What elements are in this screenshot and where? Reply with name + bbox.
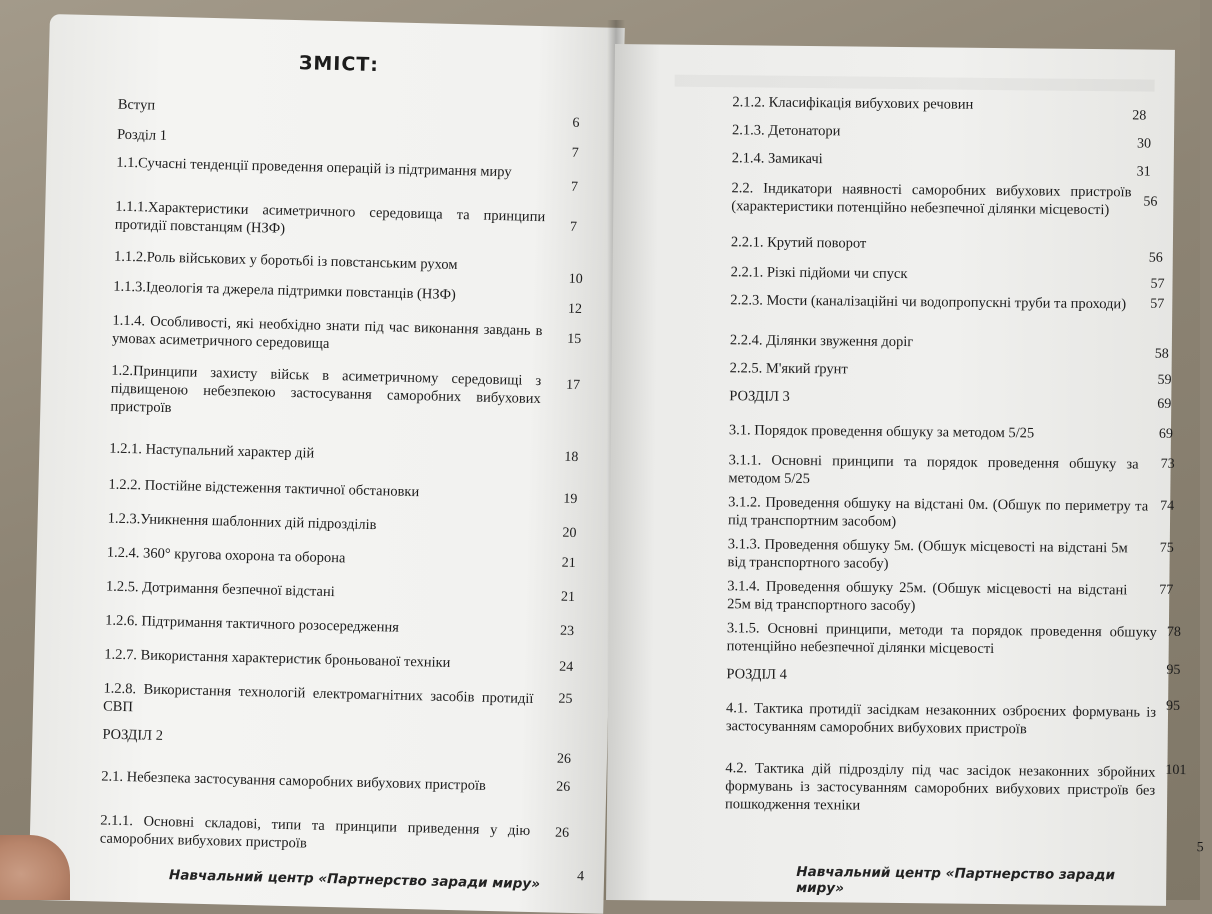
- toc-entry-text: 1.2.7. Використання характеристик броньованої техніки: [104, 646, 451, 671]
- toc-entry: [727, 493, 1175, 533]
- toc-entry-text: 3.1.5. Основні принципи, методи та порядок проведення обшуку потенційно небезпечної ділянки місцевості: [726, 620, 1157, 658]
- toc-entry-text: 1.1.Сучасні тенденції проведення операцій із підтримання миру: [116, 154, 512, 181]
- toc-entry-page: 7: [571, 145, 579, 161]
- toc-entry: [730, 233, 1171, 266]
- toc-entry: [728, 451, 1175, 491]
- toc-entry-page: 59: [1157, 372, 1172, 388]
- toc-entry-page: 58: [1154, 346, 1169, 362]
- toc-entry-text: 1.2.8. Використання технологій електромагнітних засобів протидії СВП: [102, 680, 534, 716]
- toc-entry: [726, 662, 1181, 688]
- toc-entry-page: 12: [567, 301, 583, 318]
- toc-entry-page: 69: [1158, 426, 1174, 442]
- toc-entry: [111, 312, 582, 358]
- toc-entry-text: 2.2.3. Мости (каналізаційні чи водопропускні труби та проходи): [730, 292, 1127, 313]
- toc-entry-text: 1.1.4. Особливості, які необхідно знати під час виконання завдань в умовах асиметричного середовища: [111, 312, 543, 352]
- toc-entry-text: 2.1.1. Основні складові, типи та принципи приведення у дію саморобних вибухових пристроїв: [99, 812, 531, 852]
- toc-entry-text: Вступ: [117, 96, 156, 114]
- toc-entry: [725, 698, 1181, 740]
- toc-entry-text: 3.1.3. Проведення обшуку 5м. (Обшук місцевості на відстані 5м від транспортного засобу): [727, 536, 1128, 572]
- toc-entry-text: РОЗДІЛ 3: [729, 388, 790, 405]
- left-page: [28, 14, 624, 914]
- toc-entry: [107, 510, 577, 542]
- toc-entry-page: 10: [568, 271, 583, 288]
- toc-entry: [101, 767, 571, 796]
- toc-entry-page: 78: [1166, 624, 1181, 640]
- page-footer: Навчальний центр «Партнерство заради миру»: [168, 867, 541, 893]
- toc-entry: [116, 126, 579, 161]
- toc-entry-page: 26: [554, 825, 570, 841]
- toc-entry-page: 25: [558, 691, 573, 707]
- toc-entry: [116, 154, 579, 195]
- toc-entry-page: 30: [1136, 136, 1152, 152]
- toc-entry-text: Розділ 1: [116, 126, 168, 144]
- toc-entry-page: 56: [1148, 250, 1163, 266]
- toc-entry: [727, 535, 1174, 575]
- toc-entry-page: 28: [1132, 108, 1147, 124]
- toc-entry-page: 21: [560, 589, 576, 605]
- toc-entry-text: 2.2.1. Крутий поворот: [730, 234, 867, 252]
- toc-entry-page: 7: [570, 179, 579, 195]
- toc-entry-text: 2.1.4. Замикачі: [731, 150, 823, 168]
- toc-entry: [724, 759, 1187, 817]
- toc-entry: [731, 179, 1158, 219]
- toc-entry-text: 2.2.5. М'який ґрунт: [729, 360, 848, 378]
- toc-entry-text: 1.1.1.Характеристики асиметричного середовища та принципи протидії повстанцям (НЗФ): [114, 198, 546, 237]
- show-through: [675, 75, 1155, 92]
- toc-entry-text: 4.2. Тактика дій підрозділу під час засідок незаконних збройних формувань із застосуванням саморобних вибухових пристроїв без пошкодження техніки: [724, 760, 1156, 814]
- toc-entry-page: 6: [572, 115, 580, 131]
- toc-entry-page: 23: [559, 623, 575, 639]
- toc-entry-text: РОЗДІЛ 2: [102, 726, 164, 744]
- toc-entry-page: 20: [562, 525, 577, 542]
- toc-entry: [105, 578, 576, 607]
- toc-entry-text: 1.2.2. Постійне відстеження тактичної обстановки: [108, 476, 420, 501]
- toc-entry: [728, 421, 1174, 444]
- toc-entry: [729, 359, 1172, 388]
- toc-entry: [117, 96, 580, 131]
- toc-entry-text: 1.2.3.Уникнення шаблонних дій підрозділів: [107, 510, 377, 534]
- toc-entry-page: 56: [1143, 194, 1158, 210]
- toc-entry-page: 57: [1150, 296, 1165, 312]
- toc-entry-text: 2.2.4. Ділянки звуження доріг: [729, 332, 914, 351]
- toc-entry-text: 1.2.4. 360° кругова охорона та оборона: [106, 544, 346, 567]
- toc-entry: [113, 248, 583, 288]
- toc-entry-page: 19: [563, 491, 578, 508]
- toc-entry-page: 17: [565, 377, 581, 394]
- toc-entry: [108, 476, 578, 508]
- toc-entry-page: 24: [559, 659, 574, 675]
- toc-entry: [729, 331, 1170, 362]
- toc-entry-text: 1.2.1. Наступальний характер дій: [109, 440, 315, 462]
- toc-entry-text: 2.1. Небезпека застосування саморобних вибухових пристроїв: [101, 768, 487, 794]
- toc-entry-page: 15: [567, 331, 582, 348]
- toc-entry-page: 7: [569, 219, 578, 235]
- toc-entry-text: РОЗДІЛ 4: [726, 666, 788, 683]
- toc-entry-text: 1.2.6. Підтримання тактичного розосередження: [105, 612, 400, 636]
- toc-entry-text: 2.2. Індикатори наявності саморобних вибухових пристроїв (характеристики потенційно небезпечної ділянки місцевості): [731, 180, 1132, 219]
- right-page: [606, 44, 1204, 906]
- toc-entry: [105, 612, 575, 641]
- toc-entry-page: 26: [556, 779, 571, 795]
- toc-entry: [99, 811, 570, 857]
- toc-entry-text: 3.1.1. Основні принципи та порядок проведення обшуку за методом 5/25: [728, 452, 1139, 488]
- toc-entry-page: 18: [564, 449, 579, 466]
- page-number: 4: [576, 869, 585, 885]
- toc-entry: [106, 544, 576, 573]
- toc-entry-page: 26: [556, 751, 572, 767]
- page-number: 5: [1196, 840, 1204, 856]
- toc-entry-page: 21: [561, 555, 576, 572]
- toc-entry-text: 1.2.5. Дотримання безпечної відстані: [105, 578, 335, 601]
- toc-entry-text: 2.1.2. Класифікація вибухових речовин: [732, 94, 974, 113]
- toc-entry-page: 101: [1165, 762, 1187, 779]
- toc-entry-text: 1.1.3.Ідеологія та джерела підтримки повстанців (НЗФ): [113, 278, 457, 303]
- toc-entry-page: 69: [1157, 396, 1172, 412]
- toc-entry: [102, 680, 573, 726]
- toc-entry: [729, 387, 1172, 412]
- page-footer: Навчальний центр «Партнерство заради миру»: [796, 863, 1116, 897]
- toc-entry: [104, 646, 574, 675]
- toc-entry-page: 74: [1160, 498, 1175, 514]
- toc-entry: [730, 263, 1171, 292]
- toc-entry: [102, 725, 572, 767]
- toc-entry-text: 2.2.1. Різкі підйоми чи спуск: [730, 264, 908, 283]
- toc-entry-page: 95: [1166, 698, 1181, 714]
- toc-entry: [726, 619, 1181, 660]
- toc-title: ЗМІСТ:: [298, 52, 380, 77]
- open-book: [40, 0, 1204, 900]
- toc-entry-page: 73: [1160, 456, 1175, 472]
- toc-entry-page: 95: [1166, 662, 1181, 678]
- toc-entry-page: 31: [1136, 164, 1151, 180]
- toc-entry-page: 75: [1159, 540, 1174, 556]
- toc-entry: [727, 577, 1174, 617]
- toc-entry: [731, 149, 1172, 180]
- toc-entry: [109, 440, 579, 469]
- toc-entry-text: 3.1.4. Проведення обшуку 25м. (Обшук місцевості на відстані 25м від транспортного засобу): [727, 578, 1128, 615]
- toc-entry-page: 57: [1150, 276, 1165, 292]
- toc-entry-text: 3.1.2. Проведення обшуку на відстані 0м. (Обшук по периметру та під транспортним засобом): [727, 494, 1149, 530]
- toc-entry-text: 1.2.Принципи захисту військ в асиметричному середовищі з підвищеною небезпекою застосування саморобних вибухових пристроїв: [110, 362, 542, 417]
- toc-entry-text: 3.1. Порядок проведення обшуку за методом 5/25: [728, 422, 1035, 442]
- toc-entry-text: 4.1. Тактика протидії засідкам незаконних озброєних формувань із застосуванням саморобних вибухових пристроїв: [725, 700, 1157, 738]
- toc-entry: [732, 121, 1172, 152]
- toc-entry: [110, 362, 581, 426]
- toc-entry: [114, 198, 578, 244]
- toc-entry-text: 1.1.2.Роль військових у боротьбі із повстанським рухом: [113, 248, 458, 274]
- toc-entry-page: 77: [1159, 582, 1174, 598]
- toc-entry: [732, 93, 1172, 124]
- toc-entry: [730, 291, 1165, 313]
- toc-entry-text: 2.1.3. Детонатори: [732, 122, 841, 140]
